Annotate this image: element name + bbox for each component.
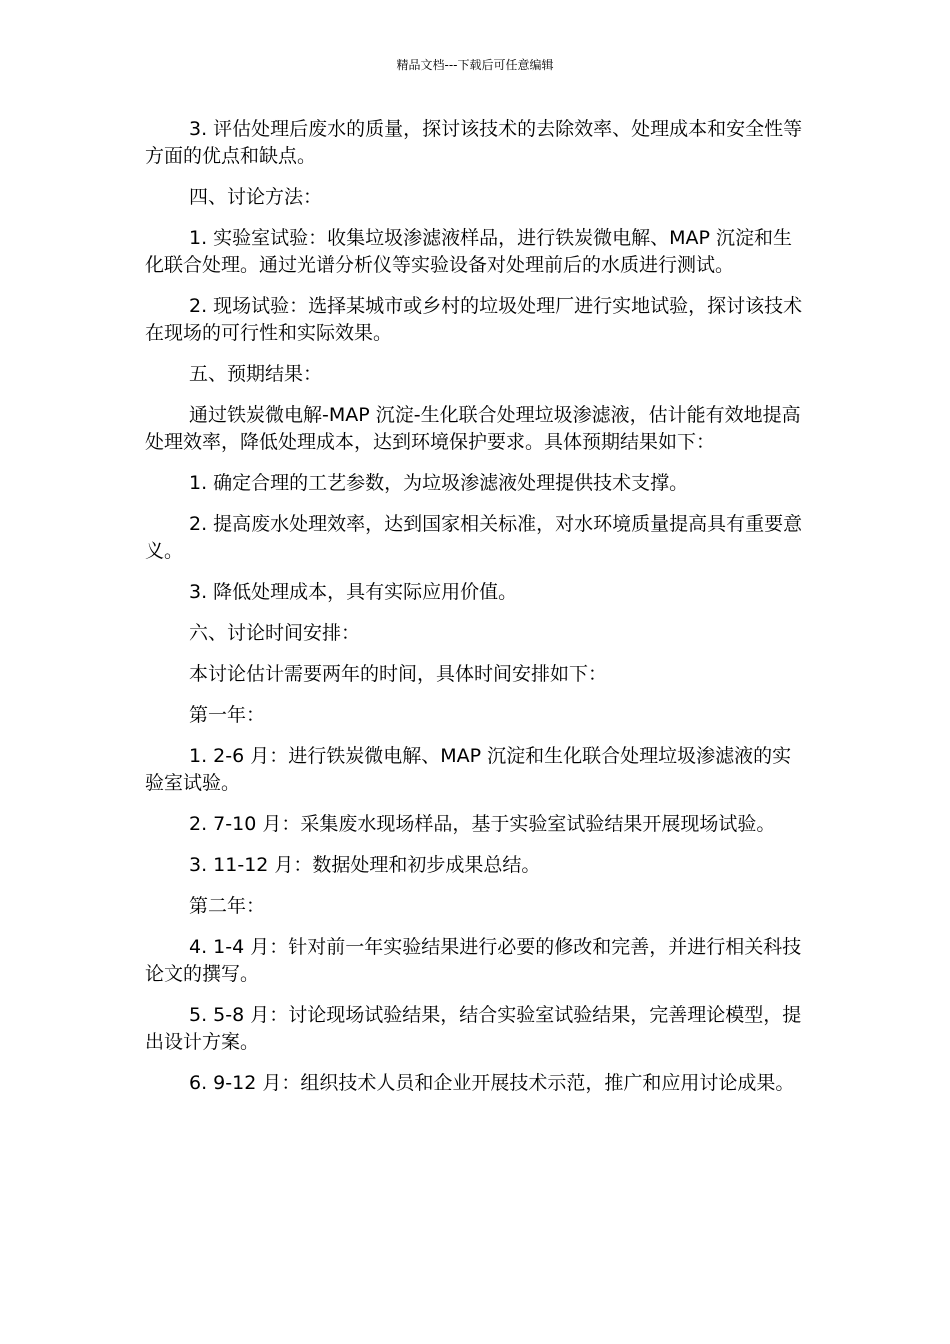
paragraph-schedule-item-1: 1. 2-6 月：进行铁炭微电解、MAP 沉淀和生化联合处理垃圾渗滤液的实验室试验。 [145, 745, 792, 794]
heading-year-two: 第二年： [189, 895, 266, 917]
paragraph-schedule-item-3: 3. 11-12 月：数据处理和初步成果总结。 [189, 854, 541, 876]
paragraph-schedule-intro: 本讨论估计需要两年的时间，具体时间安排如下： [189, 663, 608, 685]
paragraph-schedule-item-2: 2. 7-10 月：采集废水现场样品，基于实验室试验结果开展现场试验。 [189, 813, 776, 835]
heading-year-one: 第一年： [189, 704, 266, 726]
paragraph-expected-intro: 通过铁炭微电解-MAP 沉淀-生化联合处理垃圾渗滤液，估计能有效地提高处理效率，降低处理成本，达到环境保护要求。具体预期结果如下： [145, 404, 801, 453]
heading-schedule: 六、讨论时间安排： [189, 622, 361, 644]
heading-methods: 四、讨论方法： [189, 186, 323, 208]
paragraph-evaluation-goal: 3. 评估处理后废水的质量，探讨该技术的去除效率、处理成本和安全性等方面的优点和缺点。 [145, 118, 803, 167]
paragraph-result-2: 2. 提高废水处理效率，达到国家相关标准，对水环境质量提高具有重要意义。 [145, 513, 803, 562]
page-header: 精品文档---下载后可任意编辑 [396, 58, 554, 72]
paragraph-lab-test: 1. 实验室试验：收集垃圾渗滤液样品，进行铁炭微电解、MAP 沉淀和生化联合处理。通过光谱分析仪等实验设备对处理前后的水质进行测试。 [145, 227, 793, 276]
paragraph-schedule-item-4: 4. 1-4 月：针对前一年实验结果进行必要的修改和完善，并进行相关科技论文的撰写。 [145, 936, 802, 985]
paragraph-field-test: 2. 现场试验：选择某城市或乡村的垃圾处理厂进行实地试验，探讨该技术在现场的可行性和实际效果。 [145, 295, 803, 344]
paragraph-result-3: 3. 降低处理成本，具有实际应用价值。 [189, 581, 518, 603]
paragraph-result-1: 1. 确定合理的工艺参数，为垃圾渗滤液处理提供技术支撑。 [189, 472, 689, 494]
heading-expected-results: 五、预期结果： [189, 363, 323, 385]
document-body [145, 116, 807, 1111]
paragraph-schedule-item-6: 6. 9-12 月：组织技术人员和企业开展技术示范，推广和应用讨论成果。 [189, 1072, 795, 1094]
paragraph-schedule-item-5: 5. 5-8 月：讨论现场试验结果，结合实验室试验结果，完善理论模型，提出设计方案。 [145, 1004, 802, 1053]
